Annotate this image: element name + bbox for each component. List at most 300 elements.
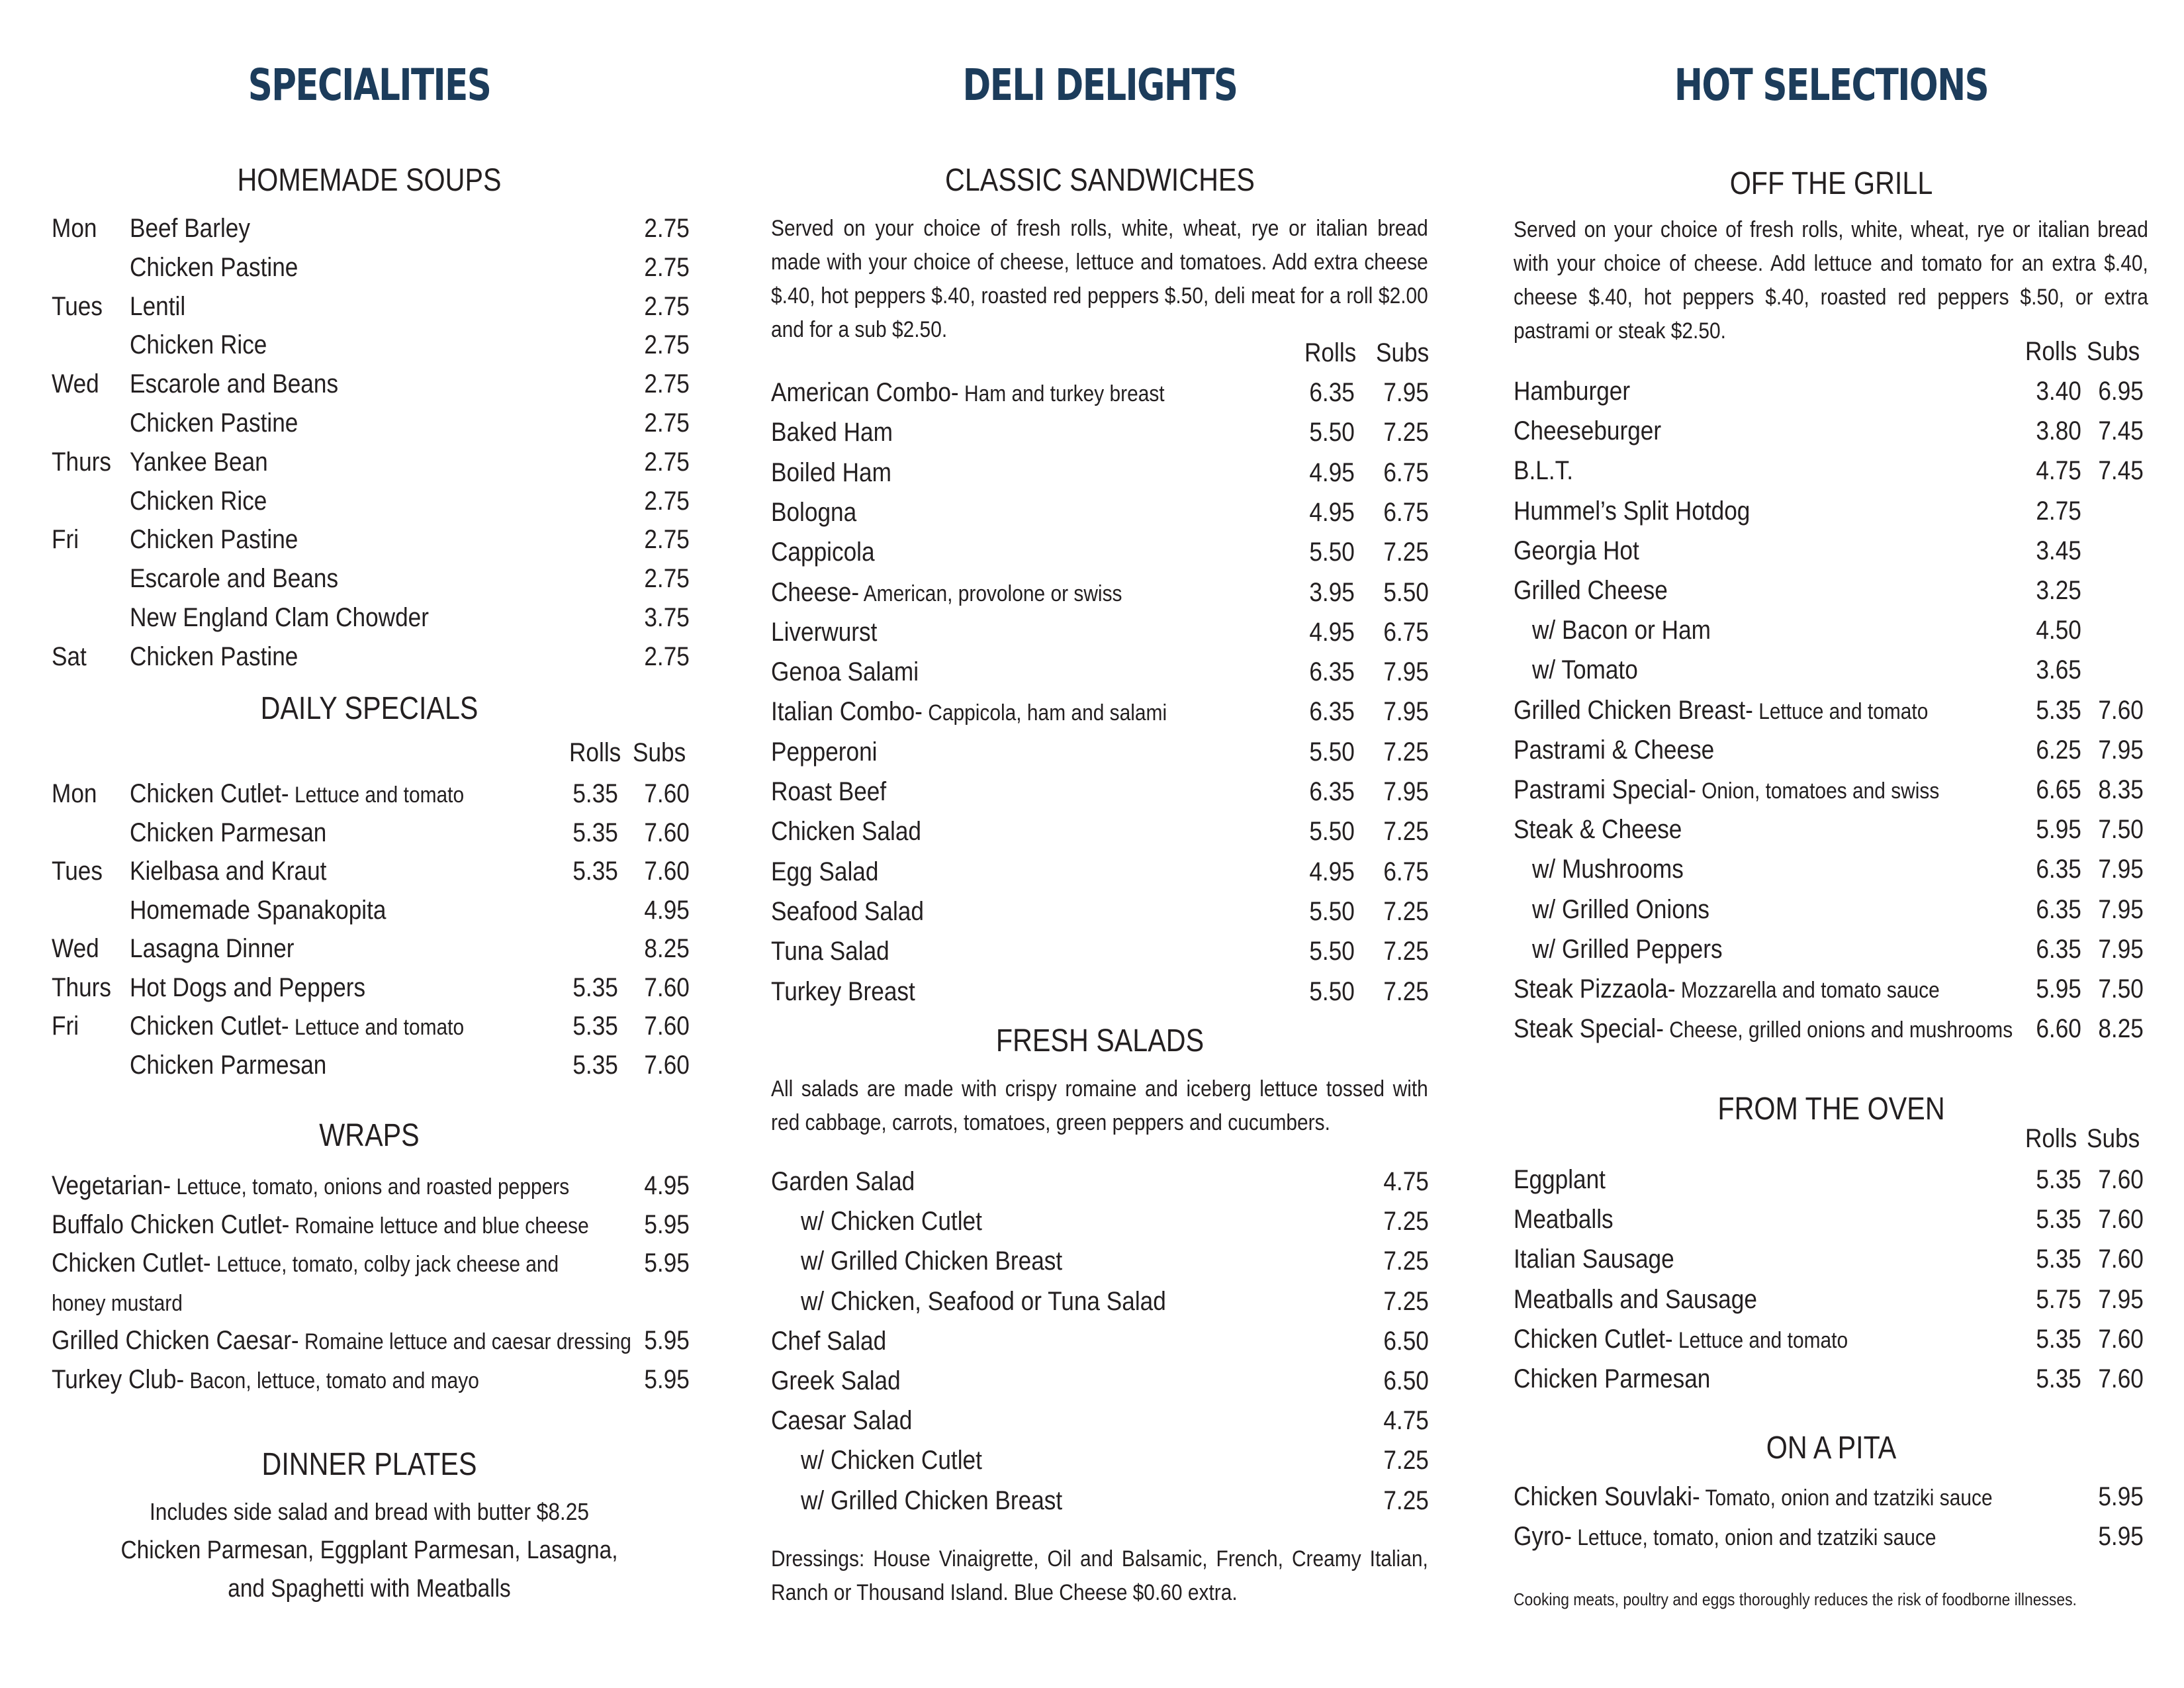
grill-row xyxy=(1514,492,2149,530)
day-label: Tues xyxy=(52,857,103,886)
item-name xyxy=(52,1283,183,1323)
deli-column xyxy=(771,0,1429,1688)
hot-selections-title: HOT SELECTIONS xyxy=(1674,60,1989,111)
item-title: American Combo- xyxy=(771,378,959,407)
fresh-salads-title: FRESH SALADS xyxy=(995,1023,1205,1058)
rolls-price: 6.35 xyxy=(1309,657,1355,687)
rolls-price: 3.40 xyxy=(2036,377,2081,406)
item-title: Grilled Chicken Breast- xyxy=(1514,695,1753,725)
item-price: 5.95 xyxy=(644,1209,690,1239)
subs-price: 7.60 xyxy=(2098,695,2144,725)
item-name xyxy=(1514,532,1639,570)
grill-row xyxy=(1514,691,2149,729)
item-name xyxy=(771,972,915,1011)
item-name xyxy=(771,692,1167,732)
item-name xyxy=(771,1362,901,1400)
item-title: Meatballs xyxy=(1514,1205,1614,1235)
rolls-price: 6.60 xyxy=(2036,1014,2081,1044)
item-price: 2.75 xyxy=(644,641,690,671)
item-title: Pepperoni xyxy=(771,737,878,767)
grill-row xyxy=(1514,771,2149,809)
rolls-price: 4.95 xyxy=(1309,617,1355,647)
item-description: Ham and turkey breast xyxy=(958,381,1165,406)
soup-row xyxy=(52,559,690,598)
item-title: Liverwurst xyxy=(771,617,878,647)
item-name xyxy=(130,598,429,637)
dinner-plates-note: Includes side salad and bread with butter $8.25 xyxy=(150,1498,589,1525)
item-title: Chicken Cutlet- xyxy=(130,1011,289,1041)
grill-row xyxy=(1514,451,2149,490)
sandwich-row xyxy=(771,773,1429,811)
item-title: Pastrami Special- xyxy=(1514,775,1696,804)
grill-row xyxy=(1514,850,2149,888)
item-description: Romaine lettuce and blue cheese xyxy=(289,1213,589,1239)
daily-special-row xyxy=(52,814,690,852)
subs-price: 6.75 xyxy=(1383,457,1429,487)
item-title: Chicken Pastine xyxy=(130,641,298,671)
soup-row xyxy=(52,598,690,637)
rolls-price: 5.35 xyxy=(2036,695,2081,725)
on-a-pita-title: ON A PITA xyxy=(1766,1430,1897,1466)
item-name xyxy=(130,520,298,559)
item-name xyxy=(1532,930,1723,968)
dressings-note: Dressings: House Vinaigrette, Oil and Balsamic, French, Creamy Italian, Ranch or Thousand Island. Blue Cheese $0.60 extra. xyxy=(771,1546,1428,1605)
subs-price: 7.95 xyxy=(2098,735,2144,765)
daily-special-row xyxy=(52,774,690,813)
sandwich-row xyxy=(771,733,1429,771)
item-name xyxy=(771,653,919,691)
daily-rolls-header: Rolls xyxy=(569,738,621,767)
item-name xyxy=(130,814,326,852)
subs-price: 8.25 xyxy=(2098,1014,2144,1044)
item-title: Georgia Hot xyxy=(1514,536,1639,565)
wrap-row xyxy=(52,1360,690,1399)
item-name xyxy=(1514,571,1668,610)
subs-price: 6.75 xyxy=(1383,857,1429,886)
grill-row xyxy=(1514,372,2149,410)
item-title: Hot Dogs and Peppers xyxy=(130,972,366,1002)
salads-intro: All salads are made with crispy romaine and iceberg lettuce tossed with red cabbage, carrots, tomatoes, green peppers and cucumbers. xyxy=(771,1076,1428,1135)
item-price: 2.75 xyxy=(644,369,690,399)
item-name xyxy=(130,287,185,326)
dinner-plates-line: and Spaghetti with Meatballs xyxy=(228,1575,511,1603)
item-title: Chicken Rice xyxy=(130,486,267,516)
pita-row xyxy=(1514,1477,2149,1516)
item-price: 2.75 xyxy=(644,291,690,321)
rolls-price: 2.75 xyxy=(2036,496,2081,526)
item-name xyxy=(771,773,886,811)
sandwich-row xyxy=(771,692,1429,731)
item-title: Tuna Salad xyxy=(771,937,889,966)
sandwich-row xyxy=(771,493,1429,532)
salad-row xyxy=(771,1362,1429,1400)
subs-price: 7.60 xyxy=(644,1011,690,1041)
sandwiches-intro: Served on your choice of fresh rolls, white, wheat, rye or italian bread made with your choice of cheese, lettuce and tomatoes. Add extra cheese $.40, hot peppers $.40, roasted red peppers $.50, deli meat for a roll $2.00 and for a sub $2.50. xyxy=(771,216,1428,342)
item-price: 5.95 xyxy=(644,1326,690,1355)
subs-price: 7.25 xyxy=(1383,976,1429,1006)
rolls-price: 5.50 xyxy=(1309,937,1355,966)
wrap-row xyxy=(52,1244,690,1282)
grill-row xyxy=(1514,651,2149,689)
item-name xyxy=(130,482,267,520)
item-title: w/ Grilled Onions xyxy=(1532,894,1710,924)
item-name xyxy=(130,929,295,968)
soup-row xyxy=(52,209,690,248)
soup-row xyxy=(52,404,690,442)
soup-row xyxy=(52,326,690,364)
rolls-price: 4.95 xyxy=(1309,497,1355,527)
item-title: Egg Salad xyxy=(771,857,879,886)
item-name xyxy=(1514,1240,1674,1278)
item-title: Cappicola xyxy=(771,538,875,567)
rolls-price: 5.95 xyxy=(2036,815,2081,845)
rolls-price: 5.35 xyxy=(2036,1244,2081,1274)
item-title: Italian Combo- xyxy=(771,697,923,727)
subs-price: 7.95 xyxy=(2098,855,2144,884)
item-price: 5.95 xyxy=(644,1364,690,1394)
pita-row xyxy=(1514,1517,2149,1556)
item-name xyxy=(130,326,267,364)
item-title: Boiled Ham xyxy=(771,457,891,487)
item-price: 7.25 xyxy=(1383,1286,1429,1316)
item-name xyxy=(52,1166,569,1206)
item-name xyxy=(771,932,889,970)
rolls-price: 6.35 xyxy=(1309,697,1355,727)
day-label: Fri xyxy=(52,1011,79,1041)
subs-price: 7.60 xyxy=(2098,1165,2144,1194)
item-description: Mozzarella and tomato sauce xyxy=(1675,978,1940,1003)
sandwich-row xyxy=(771,653,1429,691)
item-description: honey mustard xyxy=(52,1290,183,1316)
item-price: 7.25 xyxy=(1383,1485,1429,1515)
item-name xyxy=(771,812,921,851)
item-name xyxy=(130,443,268,481)
item-name xyxy=(1514,1477,1993,1517)
rolls-price: 6.35 xyxy=(2036,934,2081,964)
day-label: Thurs xyxy=(52,972,111,1002)
oven-row xyxy=(1514,1240,2149,1278)
rolls-price: 3.95 xyxy=(1309,577,1355,607)
oven-row xyxy=(1514,1320,2149,1358)
item-title: Garden Salad xyxy=(771,1167,915,1196)
item-title: Turkey Club- xyxy=(52,1364,185,1394)
item-name xyxy=(130,637,298,676)
item-name xyxy=(1532,890,1709,929)
rolls-price: 4.95 xyxy=(1309,857,1355,886)
dinner-plates-title: DINNER PLATES xyxy=(261,1447,477,1482)
item-price: 2.75 xyxy=(644,564,690,594)
item-title: Chicken Rice xyxy=(130,330,267,360)
item-price: 7.25 xyxy=(1383,1446,1429,1476)
item-name xyxy=(801,1282,1166,1321)
rolls-price: 4.95 xyxy=(1309,457,1355,487)
item-title: Caesar Salad xyxy=(771,1406,913,1436)
item-title: Chicken Souvlaki- xyxy=(1514,1482,1700,1511)
grill-rolls-header: Rolls xyxy=(2025,337,2077,366)
soup-row xyxy=(52,637,690,676)
item-name xyxy=(1514,451,1573,490)
item-title: w/ Chicken Cutlet xyxy=(801,1207,982,1237)
item-name xyxy=(771,733,877,771)
subs-price: 7.95 xyxy=(1383,378,1429,407)
grill-row xyxy=(1514,1009,2149,1048)
item-title: Vegetarian- xyxy=(52,1171,171,1200)
rolls-price: 5.35 xyxy=(2036,1324,2081,1354)
item-name xyxy=(771,573,1122,613)
sandwich-row xyxy=(771,373,1429,412)
oven-row xyxy=(1514,1360,2149,1398)
item-price: 5.95 xyxy=(644,1248,690,1278)
rolls-price: 5.50 xyxy=(1309,538,1355,567)
item-name xyxy=(130,968,365,1007)
wrap-row xyxy=(52,1321,690,1360)
rolls-price: 3.25 xyxy=(2036,576,2081,605)
daily-special-row xyxy=(52,1007,690,1045)
sandwich-row xyxy=(771,413,1429,451)
item-name xyxy=(130,1046,326,1084)
subs-price: 7.25 xyxy=(1383,896,1429,926)
item-name xyxy=(1514,1360,1710,1398)
grill-row xyxy=(1514,930,2149,968)
item-title: New England Clam Chowder xyxy=(130,603,429,632)
item-title: w/ Tomato xyxy=(1532,655,1638,685)
item-title: Lentil xyxy=(130,291,186,321)
soup-row xyxy=(52,443,690,481)
item-title: w/ Grilled Peppers xyxy=(1532,934,1723,964)
item-name xyxy=(801,1202,982,1241)
soup-row xyxy=(52,520,690,559)
rolls-price: 5.50 xyxy=(1309,896,1355,926)
hot-column xyxy=(1514,0,2149,1688)
item-title: Grilled Chicken Caesar- xyxy=(52,1326,299,1355)
item-price: 7.25 xyxy=(1383,1246,1429,1276)
subs-price: 7.95 xyxy=(1383,697,1429,727)
item-title: Kielbasa and Kraut xyxy=(130,857,327,886)
item-name xyxy=(1514,1517,1936,1557)
item-name xyxy=(130,404,298,442)
item-title: Lasagna Dinner xyxy=(130,934,295,963)
item-title: Chicken Parmesan xyxy=(130,818,327,847)
item-title: w/ Chicken Cutlet xyxy=(801,1446,982,1476)
item-name xyxy=(771,1162,915,1201)
subs-price: 7.60 xyxy=(644,1050,690,1080)
item-title: Buffalo Chicken Cutlet- xyxy=(52,1209,290,1239)
deli-delights-title: DELI DELIGHTS xyxy=(962,60,1238,111)
item-name xyxy=(52,1205,589,1245)
sandwich-row xyxy=(771,812,1429,851)
item-title: Genoa Salami xyxy=(771,657,919,687)
item-title: Italian Sausage xyxy=(1514,1244,1674,1274)
item-description: Lettuce and tomato xyxy=(289,782,465,808)
item-title: Gyro- xyxy=(1514,1522,1572,1552)
item-name xyxy=(771,613,877,651)
rolls-price: 5.35 xyxy=(572,818,618,847)
sandwich-rolls-header: Rolls xyxy=(1304,338,1357,367)
item-name xyxy=(1514,492,1750,530)
item-price: 5.95 xyxy=(2098,1522,2144,1552)
item-name xyxy=(771,453,891,492)
sandwich-row xyxy=(771,932,1429,970)
item-name xyxy=(1514,1280,1757,1319)
item-name xyxy=(1514,412,1661,450)
day-label: Mon xyxy=(52,779,97,808)
rolls-price: 3.65 xyxy=(2036,655,2081,685)
item-price: 5.95 xyxy=(2098,1482,2144,1511)
item-price: 2.75 xyxy=(644,525,690,555)
wraps-title: WRAPS xyxy=(319,1118,420,1153)
subs-price: 6.75 xyxy=(1383,497,1429,527)
soup-row xyxy=(52,482,690,520)
oven-rolls-header: Rolls xyxy=(2025,1124,2077,1153)
item-description: Lettuce, tomato, onions and roasted peppers xyxy=(171,1174,570,1199)
subs-price: 8.35 xyxy=(2098,775,2144,804)
subs-price: 7.60 xyxy=(644,857,690,886)
rolls-price: 5.95 xyxy=(2036,974,2081,1004)
item-title: Meatballs and Sausage xyxy=(1514,1284,1757,1314)
grill-row xyxy=(1514,890,2149,929)
oven-row xyxy=(1514,1200,2149,1239)
sandwich-subs-header: Subs xyxy=(1376,338,1430,367)
rolls-price: 5.75 xyxy=(2036,1284,2081,1314)
day-label: Fri xyxy=(52,525,79,555)
subs-price: 6.95 xyxy=(2098,377,2144,406)
subs-price: 7.45 xyxy=(2098,416,2144,446)
item-description: Lettuce and tomato xyxy=(1672,1327,1848,1353)
daily-special-row xyxy=(52,968,690,1007)
daily-subs-header: Subs xyxy=(633,738,686,767)
day-label: Wed xyxy=(52,934,99,963)
item-name xyxy=(1514,1200,1614,1239)
wrap-row xyxy=(52,1283,687,1321)
item-price: 2.75 xyxy=(644,330,690,360)
item-price: 4.75 xyxy=(1383,1167,1429,1196)
item-title: w/ Chicken, Seafood or Tuna Salad xyxy=(801,1286,1166,1316)
salad-row xyxy=(771,1322,1429,1360)
item-price: 7.25 xyxy=(1383,1207,1429,1237)
dinner-plates-line: Chicken Parmesan, Eggplant Parmesan, Lasagna, xyxy=(120,1536,618,1564)
off-the-grill-title: OFF THE GRILL xyxy=(1729,166,1933,201)
grill-row xyxy=(1514,532,2149,570)
item-name xyxy=(771,1401,912,1440)
subs-price: 7.95 xyxy=(1383,657,1429,687)
item-description: Lettuce and tomato xyxy=(1752,698,1929,724)
item-title: Escarole and Beans xyxy=(130,369,339,399)
item-description: Cheese, grilled onions and mushrooms xyxy=(1663,1017,2013,1043)
subs-price: 7.25 xyxy=(1383,538,1429,567)
grill-row xyxy=(1514,412,2149,450)
subs-price: 7.25 xyxy=(1383,937,1429,966)
item-name xyxy=(771,1322,886,1360)
subs-price: 8.25 xyxy=(644,934,690,963)
daily-special-row xyxy=(52,852,690,890)
item-name xyxy=(801,1242,1062,1280)
item-price: 2.75 xyxy=(644,447,690,477)
item-title: Chicken Cutlet- xyxy=(130,779,289,808)
salad-row xyxy=(771,1441,1429,1479)
soup-row xyxy=(52,248,690,287)
item-title: Steak & Cheese xyxy=(1514,815,1682,845)
item-name xyxy=(801,1441,982,1479)
subs-price: 7.25 xyxy=(1383,737,1429,767)
item-description: Lettuce, tomato, onion and tzatziki sauce xyxy=(1572,1525,1936,1551)
subs-price: 7.25 xyxy=(1383,817,1429,847)
rolls-price: 5.35 xyxy=(572,972,618,1002)
item-title: Baked Ham xyxy=(771,418,893,447)
item-name xyxy=(52,1244,559,1284)
item-name xyxy=(1514,1160,1606,1199)
rolls-price: 5.35 xyxy=(2036,1165,2081,1194)
item-name xyxy=(130,1007,464,1047)
item-title: Cheese- xyxy=(771,577,860,607)
item-description: Cappicola, ham and salami xyxy=(922,700,1167,726)
item-name xyxy=(1514,771,1939,810)
specialities-title: SPECIALITIES xyxy=(248,60,491,111)
item-title: Chef Salad xyxy=(771,1326,887,1356)
salad-row xyxy=(771,1242,1429,1280)
subs-price: 7.60 xyxy=(2098,1324,2144,1354)
item-title: Homemade Spanakopita xyxy=(130,895,387,925)
subs-price: 7.60 xyxy=(2098,1364,2144,1393)
item-name xyxy=(1532,850,1684,888)
sandwich-row xyxy=(771,972,1429,1011)
subs-price: 7.95 xyxy=(2098,934,2144,964)
item-name xyxy=(1514,372,1630,410)
item-title: Hamburger xyxy=(1514,377,1631,406)
rolls-price: 6.65 xyxy=(2036,775,2081,804)
subs-price: 7.60 xyxy=(644,818,690,847)
day-label: Tues xyxy=(52,291,103,321)
item-name xyxy=(130,774,464,814)
item-title: Beef Barley xyxy=(130,214,250,243)
item-price: 6.50 xyxy=(1383,1326,1429,1356)
rolls-price: 5.35 xyxy=(2036,1205,2081,1235)
rolls-price: 6.35 xyxy=(2036,855,2081,884)
subs-price: 5.50 xyxy=(1383,577,1429,607)
item-description: Lettuce and tomato xyxy=(289,1015,465,1040)
grill-row xyxy=(1514,970,2149,1008)
item-description: Onion, tomatoes and swiss xyxy=(1696,778,1940,804)
item-name xyxy=(1532,651,1638,689)
classic-sandwiches-title: CLASSIC SANDWICHES xyxy=(945,163,1255,198)
subs-price: 6.75 xyxy=(1383,617,1429,647)
item-title: Steak Special- xyxy=(1514,1014,1664,1044)
item-description: Romaine lettuce and caesar dressing xyxy=(298,1329,631,1354)
subs-price: 7.25 xyxy=(1383,418,1429,447)
item-title: Chicken Pastine xyxy=(130,525,298,555)
rolls-price: 5.35 xyxy=(572,857,618,886)
day-label: Wed xyxy=(52,369,99,399)
rolls-price: 3.80 xyxy=(2036,416,2081,446)
item-price: 6.50 xyxy=(1383,1366,1429,1395)
salad-row xyxy=(771,1481,1429,1520)
subs-price: 7.60 xyxy=(644,779,690,808)
item-title: Eggplant xyxy=(1514,1165,1606,1194)
item-price: 2.75 xyxy=(644,252,690,282)
homemade-soups-title: HOMEMADE SOUPS xyxy=(237,163,502,198)
item-title: Cheeseburger xyxy=(1514,416,1662,446)
item-title: w/ Grilled Chicken Breast xyxy=(801,1246,1063,1276)
item-name xyxy=(771,373,1165,413)
item-title: Grilled Cheese xyxy=(1514,576,1668,605)
daily-special-row xyxy=(52,929,690,968)
day-label: Thurs xyxy=(52,447,111,477)
item-name xyxy=(130,248,298,287)
grill-row xyxy=(1514,611,2149,649)
sandwich-row xyxy=(771,533,1429,571)
soup-row xyxy=(52,365,690,403)
sandwich-row xyxy=(771,573,1429,612)
daily-special-row xyxy=(52,891,690,929)
